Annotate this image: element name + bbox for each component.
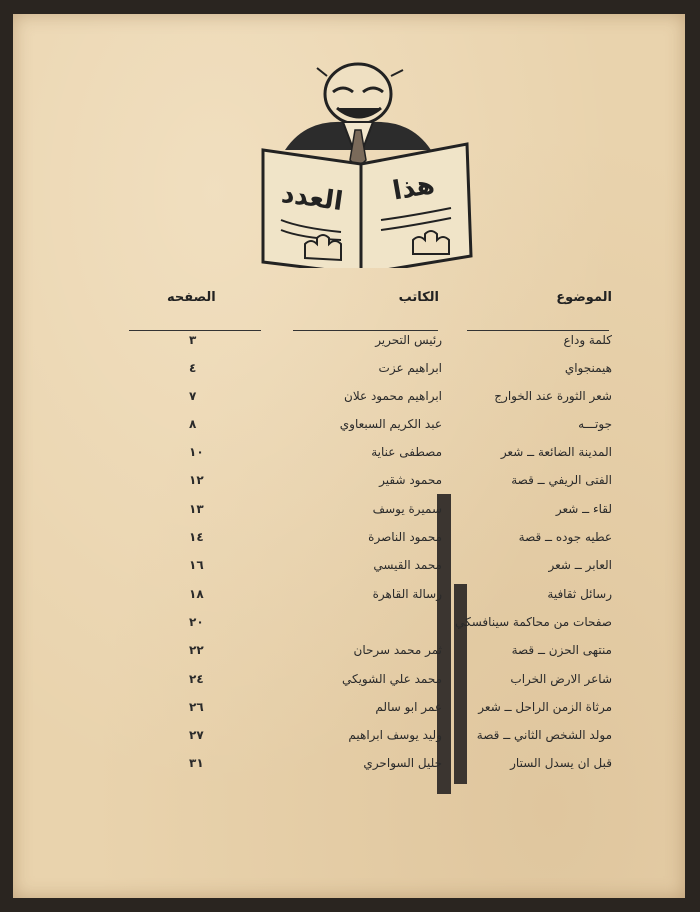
toc-title: شاعر الارض الخراب [510,672,612,686]
magazine-page [13,14,685,898]
toc-row [13,445,685,469]
header-title: الموضوع [556,290,612,305]
toc-row [13,643,685,667]
toc-page-number: ١٣ [189,502,204,516]
toc-page-number: ٨ [189,417,197,431]
toc-row [13,558,685,582]
toc-author: خليل السواحري [363,756,442,770]
toc-page-number: ٢٧ [189,728,204,742]
toc-author: رسالة القاهرة [372,587,442,601]
toc-title: الفتى الريفي ــ قصة [511,473,612,487]
toc-title: مولد الشخص الثاني ــ قصة [476,728,612,742]
toc-page-number: ٣ [189,333,197,347]
toc-title: رسائل ثقافية [547,587,612,601]
toc-page-number: ١٢ [189,473,204,487]
toc-page-number: ٢٦ [189,700,204,714]
toc-page-number: ١٦ [189,558,204,572]
toc-page-number: ٧ [189,389,197,403]
toc-author: ابراهيم عزت [378,361,442,375]
toc-title: جوتـــه [578,417,612,431]
toc-title: مرثاة الزمن الراحل ــ شعر [478,700,612,714]
toc-row [13,728,685,752]
toc-page-number: ٢٢ [189,643,204,657]
toc-row [13,530,685,554]
toc-author: عمر ابو سالم [375,700,442,714]
toc-row [13,417,685,441]
toc-row [13,502,685,526]
toc-row [13,756,685,780]
toc-title: كلمة وداع [563,333,612,347]
header-author: الكاتب [398,290,439,305]
newspaper-reader-illustration [245,58,485,268]
toc-title: هيمنجواي [564,361,612,375]
sign-right-text: هذا [390,169,437,207]
toc-author: سميرة يوسف [372,502,442,516]
toc-page-number: ١٨ [189,587,204,601]
toc-title: عطيه جوده ــ قصة [518,530,612,544]
toc-author: رئيس التحرير [375,333,442,347]
toc-row [13,473,685,497]
toc-row [13,587,685,611]
toc-page-number: ٤ [189,361,197,375]
toc-title: صفحات من محاكمة سينافسكي [455,615,612,629]
toc-row [13,615,685,639]
toc-title: قبل ان يسدل الستار [510,756,612,770]
toc-author: محمود الناصرة [368,530,442,544]
header-rule-page [129,330,261,331]
toc-page-number: ٢٤ [189,672,204,686]
toc-title: شعر الثورة عند الخوارج [494,389,612,403]
toc-row [13,333,685,357]
toc-page-number: ١٠ [189,445,204,459]
toc-author: مصطفى عناية [371,445,442,459]
sign-left-text: العدد [279,178,345,218]
toc-page-number: ٢٠ [189,615,204,629]
toc-title: لقاء ــ شعر [555,502,612,516]
toc-author: ثمر محمد سرحان [353,643,442,657]
header-rule-author [293,330,438,331]
toc-page-number: ١٤ [189,530,204,544]
toc-row [13,361,685,385]
toc-author: عبد الكريم السبعاوي [339,417,442,431]
toc-row [13,389,685,413]
toc-page-number: ٣١ [189,756,204,770]
toc-title: العابر ــ شعر [548,558,612,572]
toc-row [13,672,685,696]
toc-author: وليد يوسف ابراهيم [348,728,442,742]
toc-author: محمود شقير [379,473,442,487]
toc-author: ابراهيم محمود علان [344,389,442,403]
toc-author: محمد علي الشويكي [341,672,442,686]
toc-author: محمد القيسي [373,558,442,572]
toc-title: المدينة الضائعة ــ شعر [500,445,612,459]
toc-title: منتهى الحزن ــ قصة [511,643,612,657]
toc-row [13,700,685,724]
header-page: الصفحه [167,290,216,305]
header-rule-title [467,330,609,331]
